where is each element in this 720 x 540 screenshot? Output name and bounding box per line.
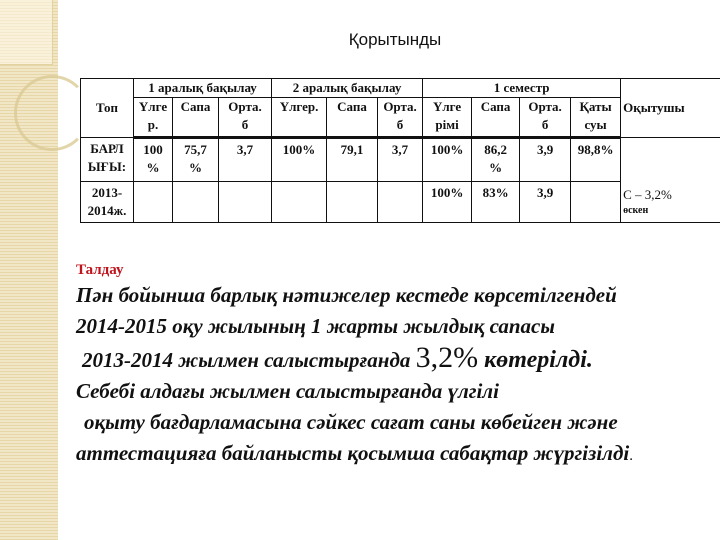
analysis-line: 2014-2015 оқу жылының 1 жарты жылдық сапасы — [76, 314, 555, 338]
analysis-line: оқыту бағдарламасына сәйкес сағат саны көбейген және — [84, 410, 618, 434]
row-label: БАРЛ ЫҒЫ: — [81, 138, 134, 182]
table-cell: 3,9 — [520, 182, 571, 223]
teacher-note: С – 3,2% өскен — [621, 138, 720, 223]
subheader-cell: Орта. б — [219, 98, 272, 138]
table-cell — [327, 182, 378, 223]
results-table — [80, 78, 720, 223]
header-row-groups — [81, 79, 720, 98]
table-cell: 75,7 % — [173, 138, 219, 182]
header-semester-1: 1 семестр — [423, 79, 621, 98]
page-title: Қорытынды — [348, 30, 442, 49]
table-cell: 79,1 — [327, 138, 378, 182]
table-cell — [378, 182, 423, 223]
analysis-text — [76, 280, 720, 472]
subheader-cell: Қаты суы — [571, 98, 621, 138]
analysis-heading: Талдау — [76, 262, 124, 278]
table-cell: 3,9 — [520, 138, 571, 182]
analysis-line: аттестацияға байланысты қосымша сабақтар жүргізілді. — [76, 441, 633, 465]
subheader-cell: Үлге р. — [134, 98, 173, 138]
table-cell — [134, 182, 173, 223]
table-cell: 100% — [423, 182, 472, 223]
table-cell: 86,2 % — [472, 138, 520, 182]
table-cell: 3,7 — [219, 138, 272, 182]
analysis-line: Пән бойынша барлық нәтижелер кестеде көрсетілгендей — [76, 283, 617, 307]
subheader-cell: Орта. б — [520, 98, 571, 138]
subheader-cell: Сапа — [472, 98, 520, 138]
table-cell: 100% — [272, 138, 327, 182]
header-teacher: Оқытушы — [621, 79, 720, 138]
table-cell: 83% — [472, 182, 520, 223]
table-cell — [219, 182, 272, 223]
table-cell: 98,8% — [571, 138, 621, 182]
analysis-line-highlight: 2013-2014 жылмен салыстырғанда 3,2% көтерілді. — [82, 341, 593, 374]
header-interim-2: 2 аралық бақылау — [272, 79, 423, 98]
subheader-cell: Үлгер. — [272, 98, 327, 138]
subheader-cell: Сапа — [327, 98, 378, 138]
table-cell: 3,7 — [378, 138, 423, 182]
table-cell — [272, 182, 327, 223]
subheader-cell: Үлге рімі — [423, 98, 472, 138]
subheader-cell: Сапа — [173, 98, 219, 138]
header-group: Топ — [81, 79, 134, 138]
row-label: 2013- 2014ж. — [81, 182, 134, 223]
table-row-total — [81, 138, 720, 182]
decorative-circle — [14, 75, 90, 151]
subheader-cell: Орта. б — [378, 98, 423, 138]
decorative-side-strip — [0, 0, 58, 540]
table-cell — [571, 182, 621, 223]
header-interim-1: 1 аралық бақылау — [134, 79, 272, 98]
table-cell — [173, 182, 219, 223]
analysis-line: Себебі алдағы жылмен салыстырғанда үлгілі — [76, 379, 499, 403]
table-cell: 100% — [423, 138, 472, 182]
table-cell: 100 % — [134, 138, 173, 182]
growth-value: 3,2% — [415, 341, 479, 374]
